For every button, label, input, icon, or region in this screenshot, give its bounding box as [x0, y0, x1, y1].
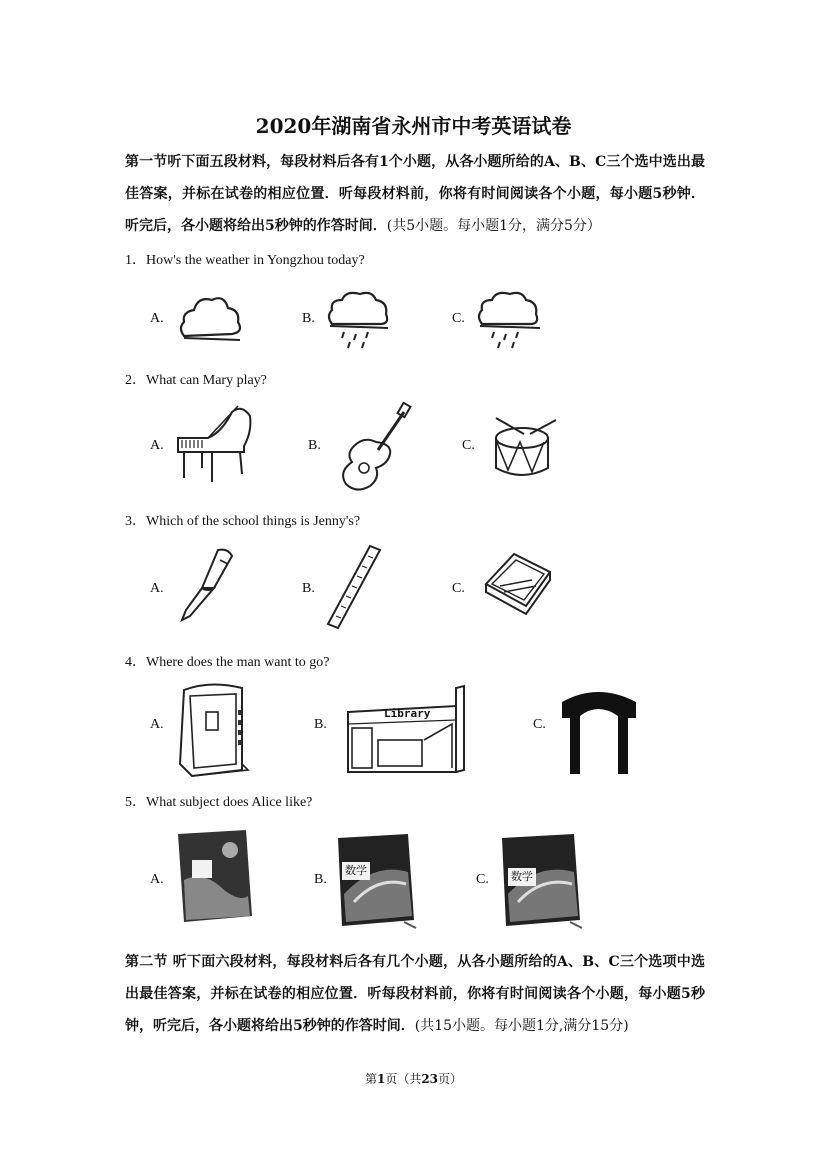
book-cover-icon	[174, 830, 254, 926]
guitar-icon	[334, 402, 414, 494]
option-label: B.	[302, 581, 315, 596]
option-label: B.	[308, 438, 321, 453]
option-label: B.	[302, 311, 315, 326]
drum-icon	[490, 414, 560, 482]
option-label: C.	[476, 872, 489, 887]
footer-page-number: 1	[376, 1072, 386, 1086]
book-cover-title: 数学	[342, 862, 370, 880]
option-label: A.	[150, 311, 164, 326]
page-footer	[0, 1070, 827, 1087]
piano-icon	[172, 402, 258, 488]
footer-total-pages: 23	[421, 1072, 439, 1086]
option-label: C.	[452, 311, 465, 326]
footer-suffix: 页）	[438, 1072, 463, 1086]
pen-icon	[174, 546, 236, 624]
option-label: B.	[314, 872, 327, 887]
option-label: A.	[150, 872, 164, 887]
library-sign: Library	[384, 707, 431, 720]
option-label: B.	[314, 717, 327, 732]
section-1-note: (共5小题。每小题1分，满分5分）	[386, 218, 601, 234]
section-2-text: 第二节 听下面六段材料，每段材料后各有几个小题，从各小题所给的A、B、C三个选项中选出最佳答案，并标在试卷的相应位置．听每段材料前，你将有时间阅读各个小题，每小题5秒钟，听完后，各小题将给出5秒钟的作答时间．	[125, 954, 705, 1034]
option-label: C.	[533, 717, 546, 732]
rain-cloud-icon	[324, 290, 392, 352]
pencil-case-icon	[476, 550, 554, 616]
question-4: 4．Where does the man want to go?	[125, 655, 330, 670]
section-1-instructions	[125, 146, 705, 242]
footer-prefix: 第	[364, 1072, 377, 1086]
section-2-instructions	[125, 946, 705, 1042]
option-label: A.	[150, 581, 164, 596]
section-2-note: (共15小题。每小题1分,满分15分)	[414, 1018, 629, 1034]
ruler-icon	[324, 544, 384, 630]
book-cover-icon	[334, 832, 418, 930]
option-label: A.	[150, 438, 164, 453]
option-label: A.	[150, 717, 164, 732]
section-1-text: 第一节听下面五段材料，每段材料后各有1个小题，从各小题所给的A、B、C三个选中选出最佳答案，并标在试卷的相应位置．听每段材料前，你将有时间阅读各个小题，每小题5秒钟．听完后，各小题将给出5秒钟的作答时间．	[125, 154, 705, 234]
option-label: C.	[452, 581, 465, 596]
book-cover-icon	[498, 832, 586, 930]
gate-icon	[560, 688, 638, 776]
question-3: 3．Which of the school things is Jenny's?	[125, 514, 361, 529]
page-title: 2020年湖南省永州市中考英语试卷	[255, 114, 572, 138]
question-1: 1．How's the weather in Yongzhou today?	[125, 253, 365, 268]
footer-middle: 页（共	[385, 1072, 422, 1086]
cloud-icon	[178, 292, 244, 344]
option-label: C.	[462, 438, 475, 453]
question-2: 2．What can Mary play?	[125, 373, 267, 388]
question-5: 5．What subject does Alice like?	[125, 795, 313, 810]
rain-cloud-icon	[474, 290, 544, 352]
phone-booth-icon	[170, 680, 254, 780]
book-cover-title: 数学	[508, 868, 536, 886]
library-building-icon	[344, 684, 470, 776]
